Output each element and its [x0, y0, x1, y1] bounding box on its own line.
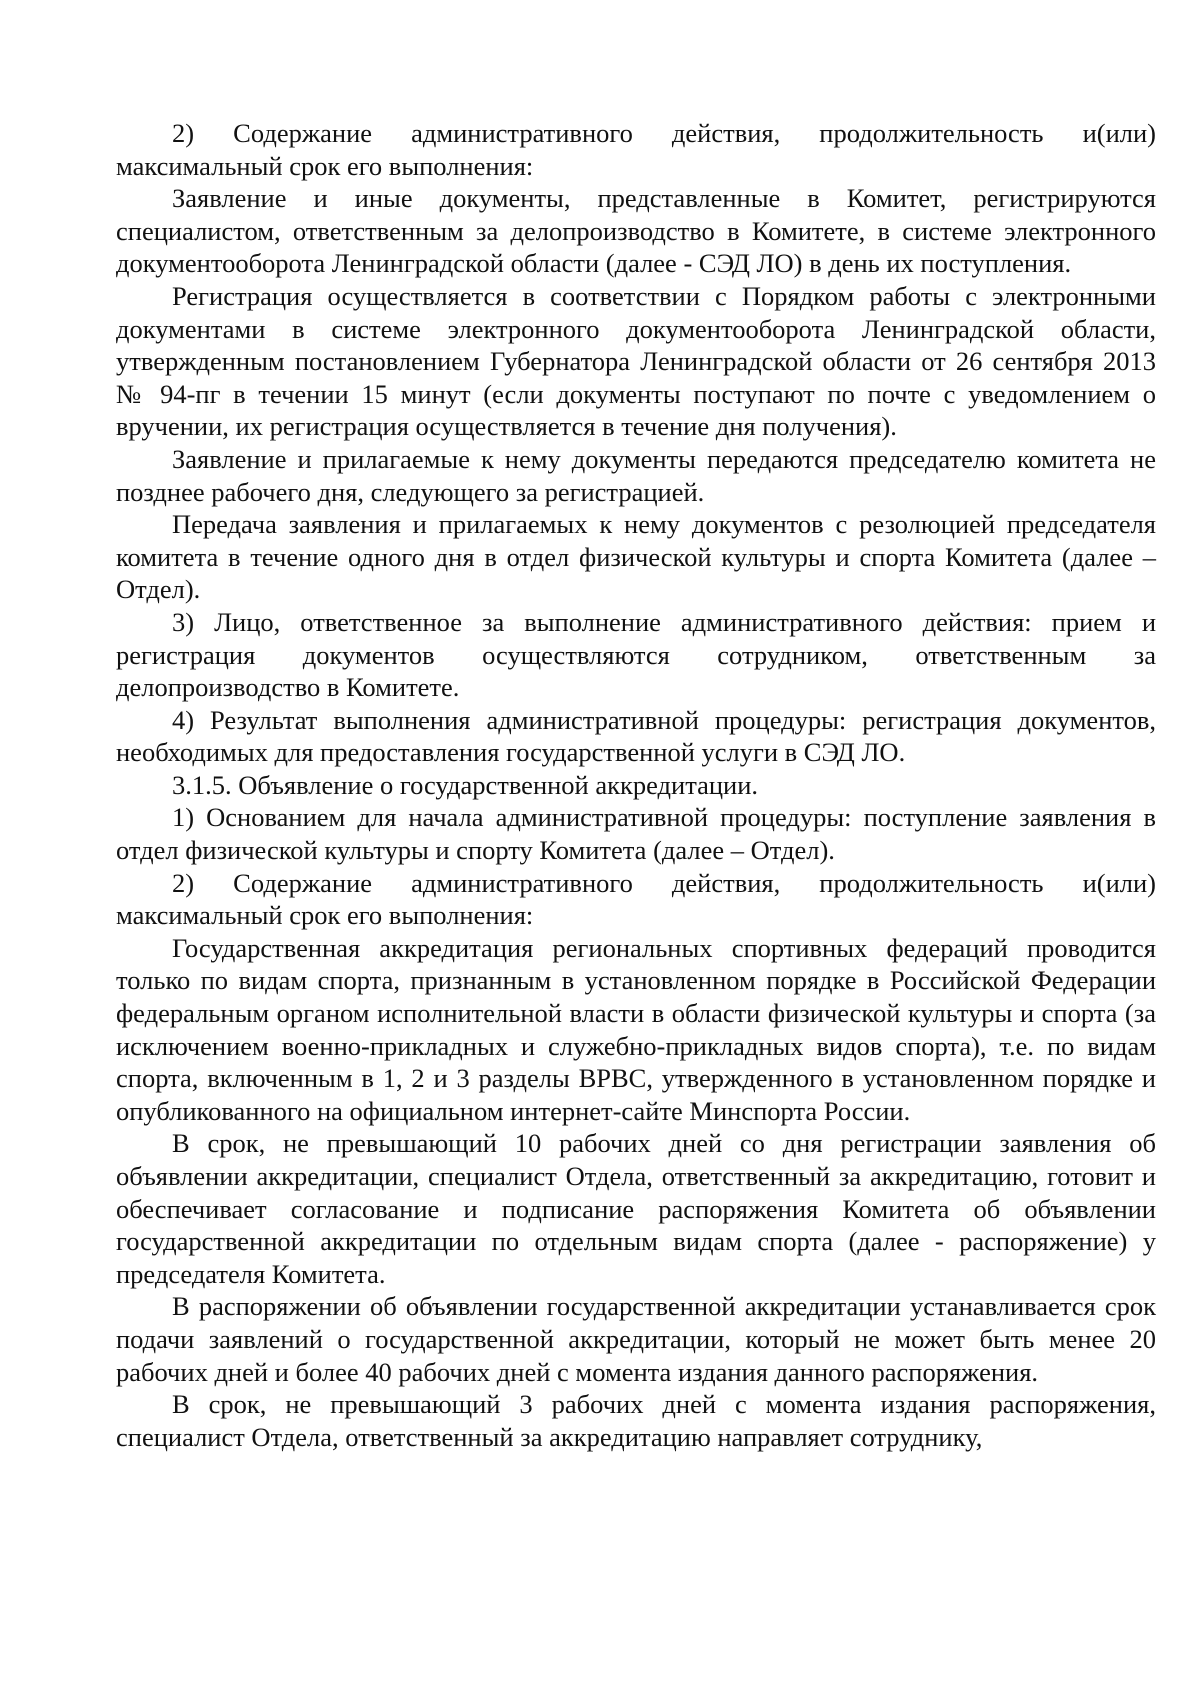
section-heading-3-1-5: 3.1.5. Объявление о государственной аккредитации.: [172, 769, 759, 800]
paragraph-2-content-of-action: 2) Содержание административного действия, продолжительность и(или) максимальный срок его выполнения:: [116, 118, 1156, 181]
paragraph-transfer-with-resolution: Передача заявления и прилагаемых к нему документов с резолюцией председателя комитета в течение одного дня в отдел физической культуры и спорта Комитета (далее – Отдел).: [116, 509, 1156, 605]
paragraph-10-working-days: В срок, не превышающий 10 рабочих дней со дня регистрации заявления об объявлении аккредитации, специалист Отдела, ответственный за аккредитацию, готовит и обеспечивает согласование и подписание распоряжения Комитета об объявлении государственной аккредитации по отдельным видам спорта (далее - распоряжение) у председателя Комитета.: [116, 1128, 1156, 1289]
paragraph-3-responsible-person: 3) Лицо, ответственное за выполнение административного действия: прием и регистрация документов осуществляются сотрудником, ответственным за делопроизводство в Комитете.: [116, 606, 1156, 703]
paragraph-1-basis: 1) Основанием для начала административной процедуры: поступление заявления в отдел физической культуры и спорту Комитета (далее – Отдел).: [116, 802, 1156, 866]
paragraph-transfer-to-chairman: Заявление и прилагаемые к нему документы передаются председателю комитета не позднее рабочего дня, следующего за регистрацией.: [116, 443, 1156, 507]
paragraph-registration-of-application: Заявление и иные документы, представленные в Комитет, регистрируются специалистом, ответственным за делопроизводство в Комитете, в системе электронного документооборота Ленинградской области (далее - СЭД ЛО) в день их поступления.: [116, 183, 1156, 279]
paragraph-4-result: 4) Результат выполнения административной процедуры: регистрация документов, необходимых для предоставления государственной услуги в СЭД ЛО.: [116, 704, 1156, 768]
paragraph-registration-procedure: Регистрация осуществляется в соответствии с Порядком работы с электронными документами в системе электронного документооборота Ленинградской области, утвержденным постановлением Губернатора Ленинградской области от 26 сентября 2013 № 94-пг в течении 15 минут (если документы поступают по почте с уведомлением о вручении, их регистрация осуществляется в течение дня получения).: [116, 280, 1156, 442]
paragraph-state-accreditation: Государственная аккредитация региональных спортивных федераций проводится только по видам спорта, признанным в установленном порядке в Российской Федерации федеральным органом исполнительной власти в области физической культуры и спорта (за исключением военно-прикладных и служебно-прикладных видов спорта), т.е. по видам спорта, включенным в 1, 2 и 3 разделы ВРВС, утвержденного в установленном порядке и опубликованного на официальном интернет-сайте Минспорта России.: [116, 932, 1156, 1126]
document-body: [116, 117, 1156, 1453]
paragraph-3-working-days: В срок, не превышающий 3 рабочих дней с момента издания распоряжения, специалист Отдела, ответственный за аккредитацию направляет сотруднику,: [116, 1389, 1156, 1452]
paragraph-2-content-of-action-repeat: 2) Содержание административного действия, продолжительность и(или) максимальный срок его выполнения:: [116, 867, 1156, 931]
paragraph-application-deadline: В распоряжении об объявлении государственной аккредитации устанавливается срок подачи заявлений о государственной аккредитации, который не может быть менее 20 рабочих дней и более 40 рабочих дней с момента издания данного распоряжения.: [116, 1291, 1156, 1387]
